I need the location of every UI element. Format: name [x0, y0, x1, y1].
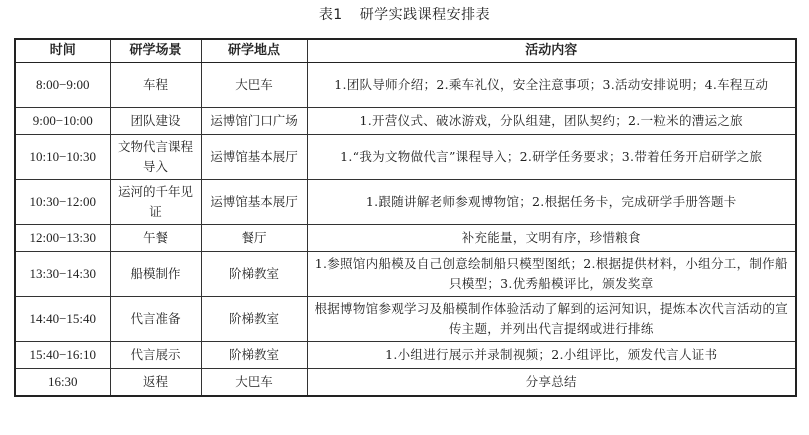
time-cell: 15:40−16:10 [15, 342, 110, 369]
content-cell: 1.“我为文物做代言”课程导入；2.研学任务要求；3.带着任务开启研学之旅 [307, 135, 796, 180]
content-cell: 补充能量，文明有序，珍惜粮食 [307, 225, 796, 252]
table-row [15, 63, 796, 108]
scene-cell: 车程 [110, 63, 201, 108]
scene-cell: 代言准备 [110, 297, 201, 342]
scene-cell: 午餐 [110, 225, 201, 252]
table-caption [0, 4, 809, 24]
table-row [15, 180, 796, 225]
table-row [15, 252, 796, 297]
scene-cell: 文物代言课程导入 [110, 135, 201, 180]
content-cell: 1.开营仪式、破冰游戏，分队组建，团队契约；2.一粒米的漕运之旅 [307, 108, 796, 135]
table-row [15, 135, 796, 180]
content-cell: 1.小组进行展示并录制视频；2.小组评比，颁发代言人证书 [307, 342, 796, 369]
schedule-table [14, 38, 797, 397]
time-cell: 16:30 [15, 369, 110, 397]
scene-cell: 团队建设 [110, 108, 201, 135]
time-cell: 10:10−10:30 [15, 135, 110, 180]
content-cell: 分享总结 [307, 369, 796, 397]
place-cell: 阶梯教室 [201, 252, 307, 297]
header-place: 研学地点 [201, 39, 307, 63]
content-cell: 1.团队导师介绍；2.乘车礼仪，安全注意事项；3.活动安排说明；4.车程互动 [307, 63, 796, 108]
scene-cell: 运河的千年见证 [110, 180, 201, 225]
table-row [15, 297, 796, 342]
scene-cell: 返程 [110, 369, 201, 397]
table-row [15, 369, 796, 397]
place-cell: 阶梯教室 [201, 297, 307, 342]
table-title: 研学实践课程安排表 [359, 7, 491, 23]
time-cell: 10:30−12:00 [15, 180, 110, 225]
table-body [15, 63, 796, 397]
header-scene: 研学场景 [110, 39, 201, 63]
scene-cell: 代言展示 [110, 342, 201, 369]
time-cell: 12:00−13:30 [15, 225, 110, 252]
place-cell: 运博馆门口广场 [201, 108, 307, 135]
table-row [15, 225, 796, 252]
table-row [15, 342, 796, 369]
content-cell: 1.跟随讲解老师参观博物馆；2.根据任务卡，完成研学手册答题卡 [307, 180, 796, 225]
content-cell: 1.参照馆内船模及自己创意绘制船只模型图纸；2.根据提供材料，小组分工，制作船只模型；3.优秀船模评比，颁发奖章 [307, 252, 796, 297]
place-cell: 大巴车 [201, 63, 307, 108]
time-cell: 13:30−14:30 [15, 252, 110, 297]
place-cell: 阶梯教室 [201, 342, 307, 369]
table-row [15, 108, 796, 135]
scene-cell: 船模制作 [110, 252, 201, 297]
place-cell: 大巴车 [201, 369, 307, 397]
place-cell: 运博馆基本展厅 [201, 180, 307, 225]
content-cell: 根据博物馆参观学习及船模制作体验活动了解到的运河知识，提炼本次代言活动的宣传主题，并列出代言提纲或进行排练 [307, 297, 796, 342]
header-content: 活动内容 [307, 39, 796, 63]
schedule-table-container [14, 38, 797, 397]
time-cell: 14:40−15:40 [15, 297, 110, 342]
time-cell: 8:00−9:00 [15, 63, 110, 108]
time-cell: 9:00−10:00 [15, 108, 110, 135]
header-time: 时间 [15, 39, 110, 63]
place-cell: 餐厅 [201, 225, 307, 252]
header-row [15, 39, 796, 63]
place-cell: 运博馆基本展厅 [201, 135, 307, 180]
table-number: 表1 [318, 7, 343, 23]
